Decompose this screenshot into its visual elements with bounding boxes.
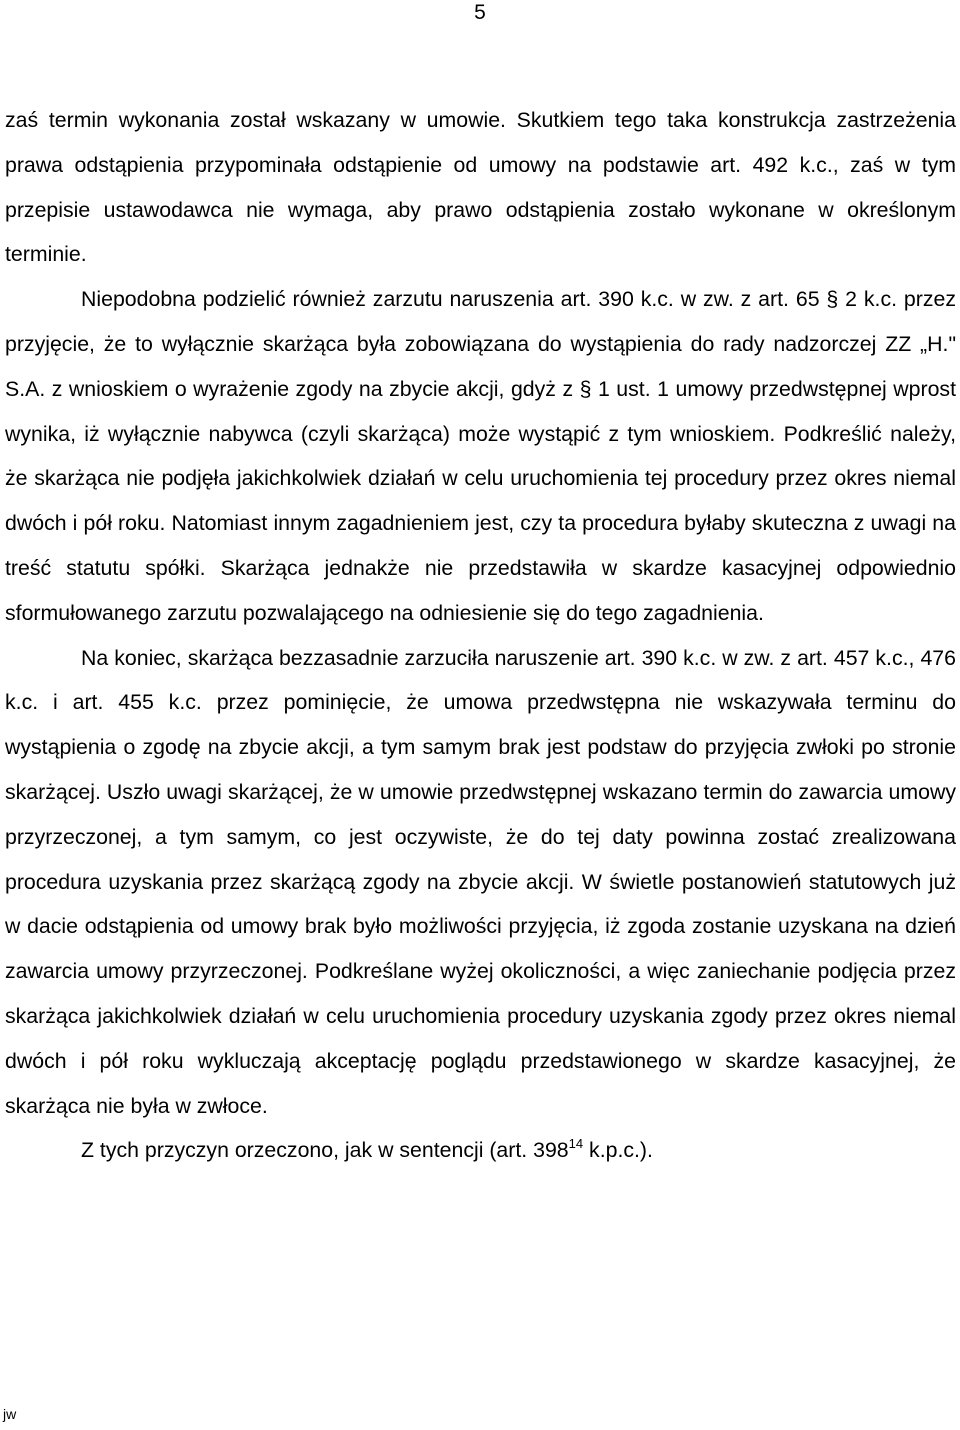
- footer-initials: jw: [3, 1406, 17, 1422]
- document-body: [5, 98, 956, 1173]
- paragraph-art-390-65: Niepodobna podzielić również zarzutu naruszenia art. 390 k.c. w zw. z art. 65 § 2 k.c. przez przyjęcie, że to wyłącznie skarżąca była zobowiązana do wystąpienia do rady nadzorczej ZZ „H." S.A. z wnioskiem o wyrażenie zgody na zbycie akcji, gdyż z § 1 ust. 1 umowy przedwstępnej wprost wynika, iż wyłącznie nabywca (czyli skarżąca) może wystąpić z tym wnioskiem. Podkreślić należy, że skarżąca nie podjęła jakichkolwiek działań w celu uruchomienia tej procedury przez okres niemal dwóch i pół roku. Natomiast innym zagadnieniem jest, czy ta procedura byłaby skuteczna z uwagi na treść statutu spółki. Skarżąca jednakże nie przedstawiła w skardze kasacyjnej odpowiednio sformułowanego zarzutu pozwalającego na odniesienie się do tego zagadnienia.: [5, 287, 956, 625]
- page-number: 5: [474, 1, 486, 24]
- paragraph-closing: [5, 1128, 956, 1173]
- paragraph-art-390-457: Na koniec, skarżąca bezzasadnie zarzuciła naruszenie art. 390 k.c. w zw. z art. 457 k.c., 476 k.c. i art. 455 k.c. przez pominięcie, że umowa przedwstępna nie wskazywała terminu do wystąpienia o zgodę na zbycie akcji, a tym samym brak jest podstaw do przyjęcia zwłoki po stronie skarżącej. Uszło uwagi skarżącej, że w umowie przedwstępnej wskazano termin do zawarcia umowy przyrzeczonej, a tym samym, co jest oczywiste, że do tej daty powinna zostać zrealizowana procedura uzyskania przez skarżącą zgody na zbycie akcji. W świetle postanowień statutowych już w dacie odstąpienia od umowy brak było możliwości przyjęcia, iż zgoda zostanie uzyskana na dzień zawarcia umowy przyrzeczonej. Podkreślane wyżej okoliczności, a więc zaniechanie podjęcia przez skarżąca jakichkolwiek działań w celu uruchomienia procedury uzyskania zgody przez okres niemal dwóch i pół roku wykluczają akceptację poglądu przedstawionego w skardze kasacyjnej, że skarżąca nie była w zwłoce.: [5, 645, 956, 1118]
- paragraph-continuation: zaś termin wykonania został wskazany w umowie. Skutkiem tego taka konstrukcja zastrzeżenia prawa odstąpienia przypominała odstąpienie od umowy na podstawie art. 492 k.c., zaś w tym przepisie ustawodawca nie wymaga, aby prawo odstąpienia zostało wykonane w określonym terminie.: [5, 108, 956, 267]
- closing-text: Z tych przyczyn orzeczono, jak w sentencji (art. 398: [81, 1138, 569, 1163]
- closing-superscript: 14: [568, 1136, 584, 1152]
- closing-text-end: k.p.c.).: [583, 1138, 653, 1163]
